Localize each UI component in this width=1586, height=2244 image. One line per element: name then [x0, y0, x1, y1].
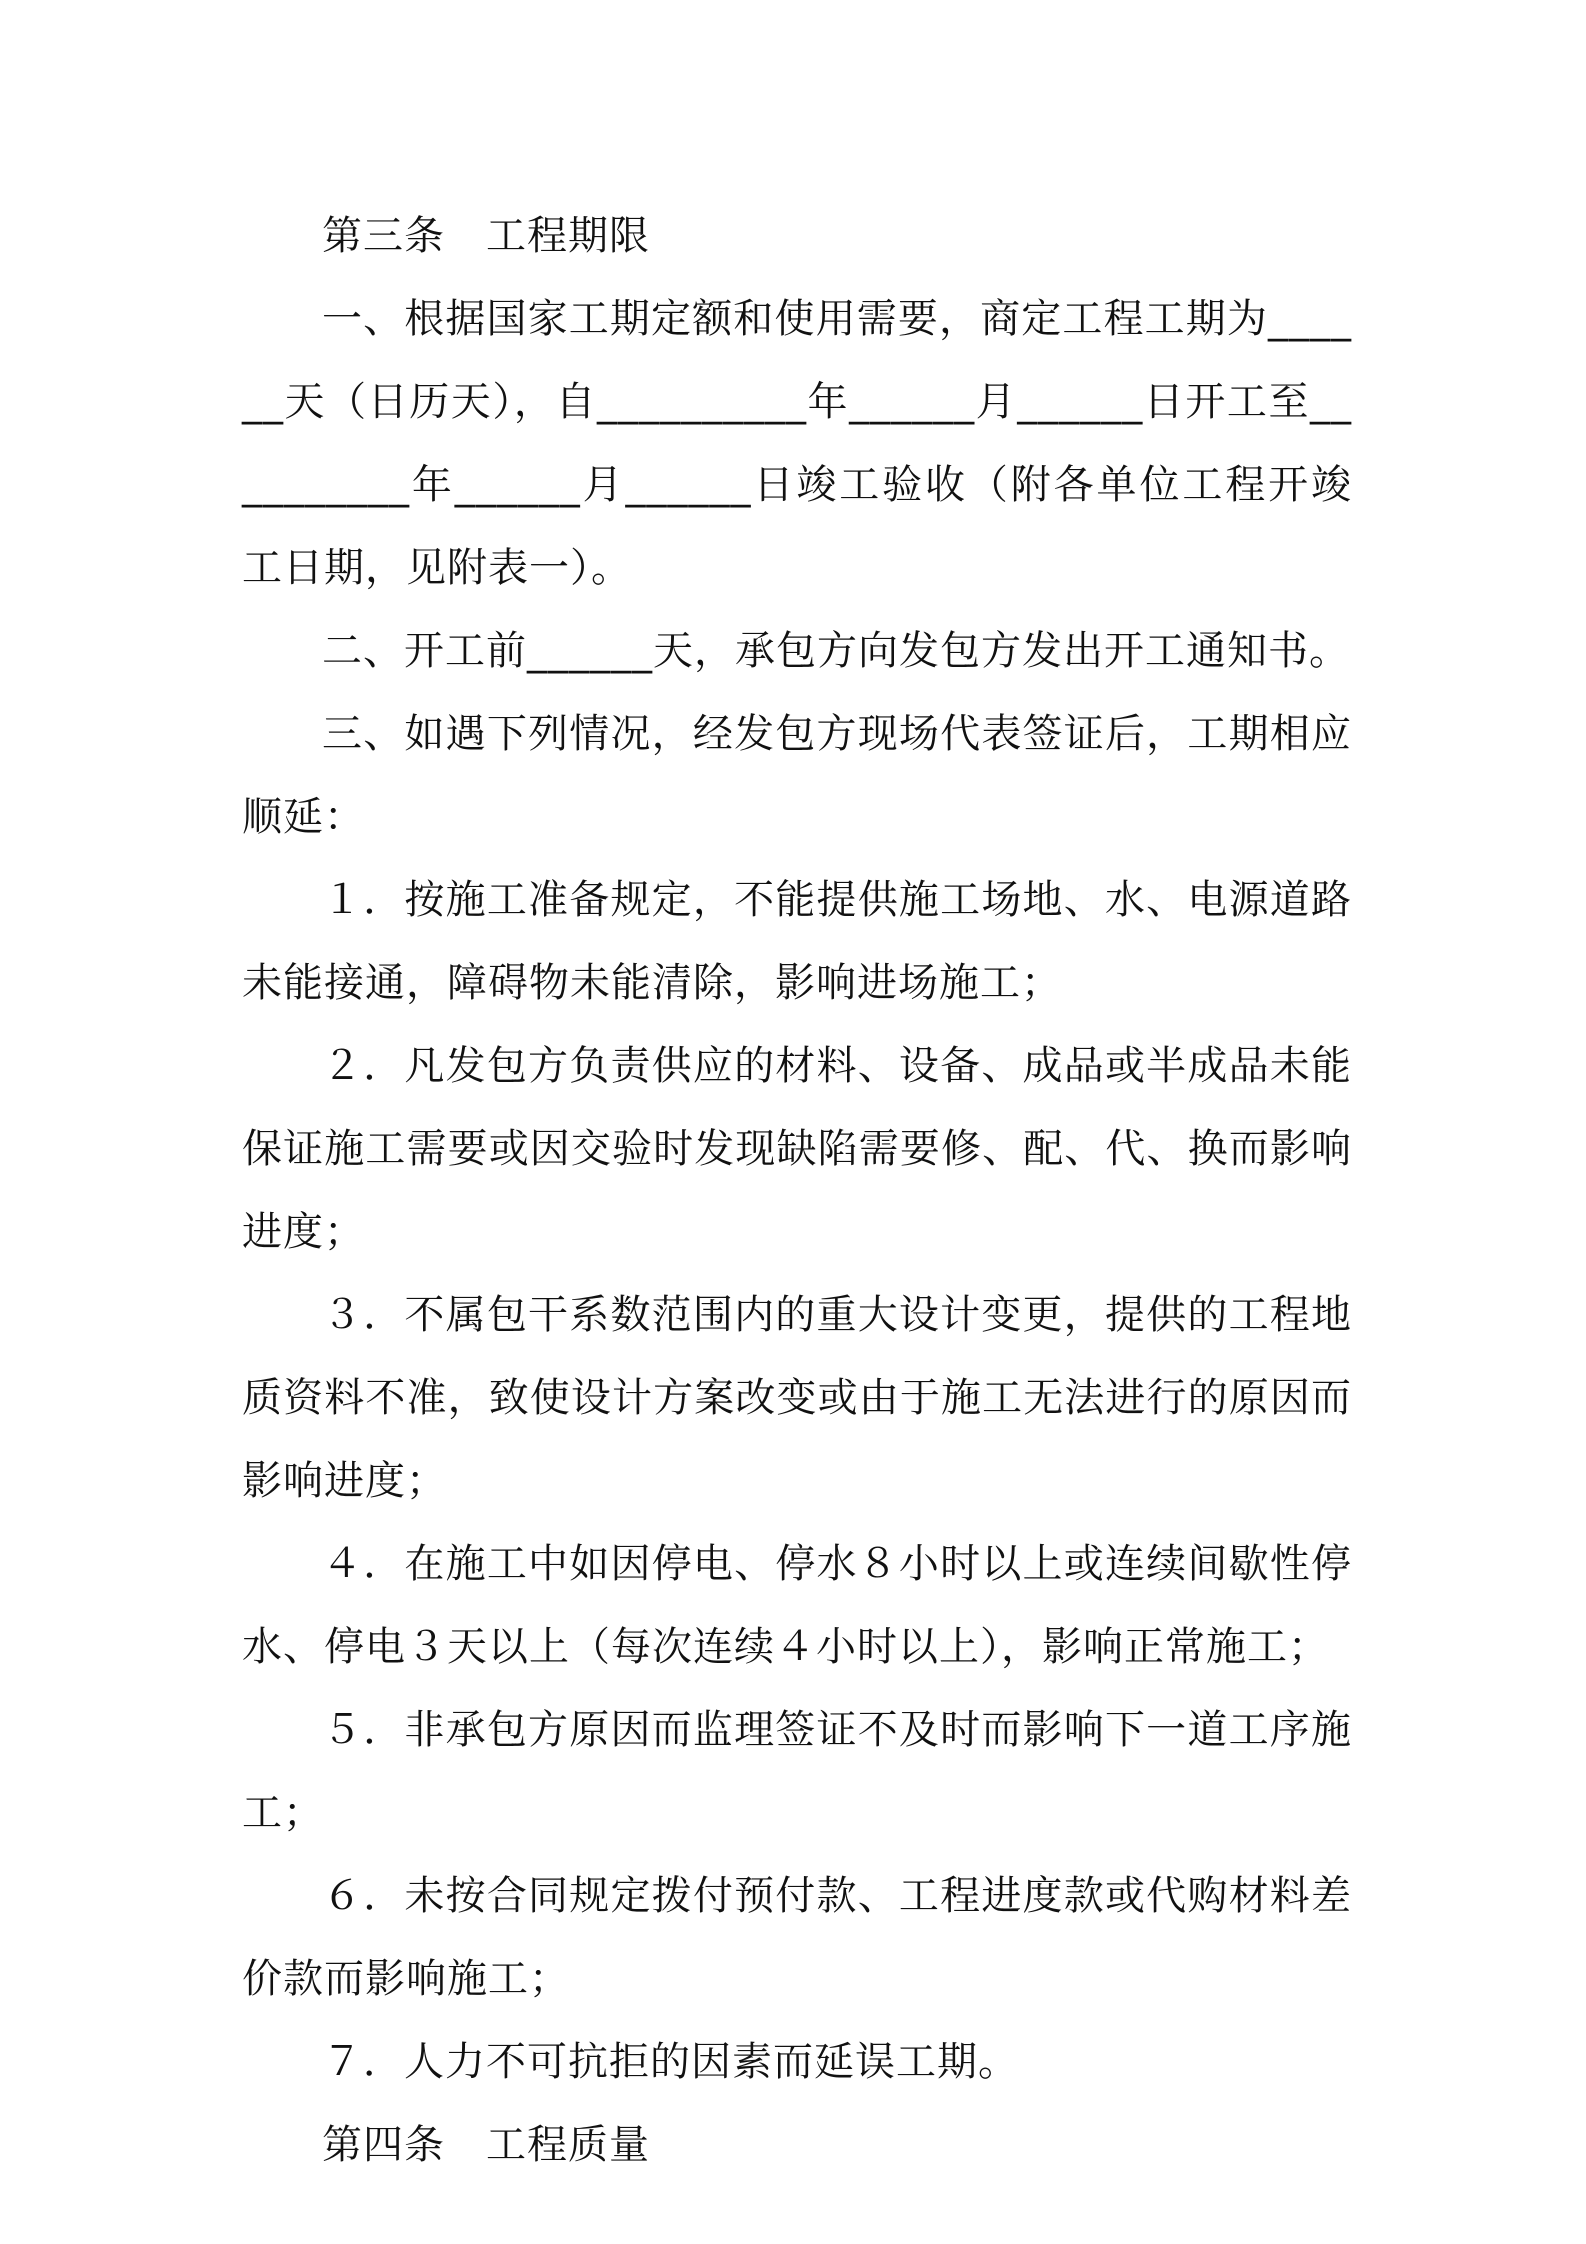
list-item-7: ７．人力不可抗拒的因素而延误工期。: [322, 2039, 1019, 2085]
paragraph-extension-conditions: 三、如遇下列情况，经发包方现场代表签证后，工期相应顺延：: [242, 711, 1352, 840]
paragraph-construction-period: 一、根据国家工期定额和使用需要，商定工程工期为______天（日历天），自__________年______月______日开工至__________年______月______日竣工验收（附各单位工程开竣工日期，见附表一）。: [242, 296, 1352, 591]
article-3-heading: 第三条 工程期限: [322, 213, 650, 259]
list-item-3: ３．不属包干系数范围内的重大设计变更，提供的工程地质资料不准，致使设计方案改变或由于施工无法进行的原因而影响进度；: [242, 1292, 1352, 1504]
list-item-5: ５．非承包方原因而监理签证不及时而影响下一道工序施工；: [242, 1707, 1352, 1836]
list-item-1: １．按施工准备规定，不能提供施工场地、水、电源道路未能接通，障碍物未能清除，影响进场施工；: [242, 877, 1352, 1006]
article-4-heading: 第四条 工程质量: [322, 2122, 650, 2168]
list-item-6: ６．未按合同规定拨付预付款、工程进度款或代购材料差价款而影响施工；: [242, 1873, 1352, 2002]
list-item-4: ４．在施工中如因停电、停水８小时以上或连续间歇性停水、停电３天以上（每次连续４小时以上），影响正常施工；: [242, 1541, 1352, 1670]
document-body: [242, 195, 1352, 2187]
list-item-2: ２．凡发包方负责供应的材料、设备、成品或半成品未能保证施工需要或因交验时发现缺陷需要修、配、代、换而影响进度；: [242, 1043, 1352, 1255]
paragraph-start-notice: 二、开工前______天，承包方向发包方发出开工通知书。: [322, 628, 1350, 674]
